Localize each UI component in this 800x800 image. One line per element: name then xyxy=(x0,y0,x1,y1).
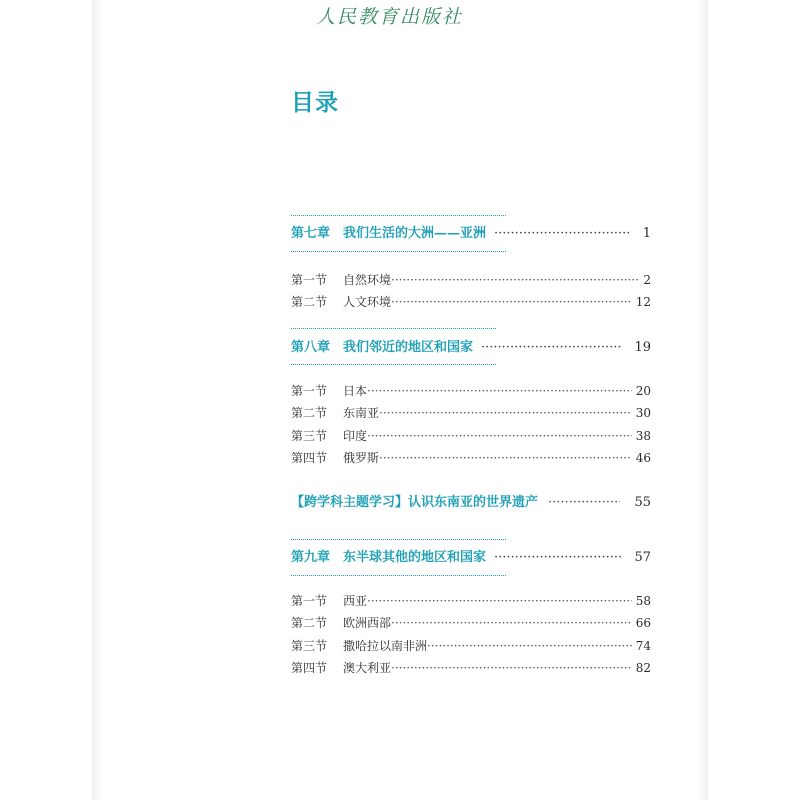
page-number: 12 xyxy=(635,295,651,309)
page-number: 55 xyxy=(634,495,651,510)
topic-tag: 【跨学科主题学习】 xyxy=(291,495,409,510)
leader-dots xyxy=(548,495,620,511)
section-number: 第一节 xyxy=(291,384,328,398)
page-number: 58 xyxy=(635,594,651,608)
toc-special-topic[interactable] xyxy=(291,495,651,511)
page-number: 2 xyxy=(643,273,651,287)
section-title: 东南亚 xyxy=(343,406,380,420)
section-title: 撒哈拉以南非洲 xyxy=(343,639,428,653)
section-number: 第四节 xyxy=(291,451,328,465)
leader-dots xyxy=(494,226,631,242)
page-number: 1 xyxy=(642,226,651,241)
toc-section[interactable] xyxy=(291,660,651,676)
leader-dots xyxy=(367,428,632,444)
toc-section[interactable] xyxy=(291,383,651,399)
leader-dots xyxy=(427,638,632,654)
page-number: 82 xyxy=(635,661,651,675)
chapter-divider xyxy=(291,251,506,252)
section-number: 第一节 xyxy=(291,273,328,287)
toc-section[interactable] xyxy=(291,294,651,310)
section-title: 俄罗斯 xyxy=(343,451,380,465)
page-number: 38 xyxy=(635,429,651,443)
section-title: 澳大利亚 xyxy=(343,661,392,675)
toc-section[interactable] xyxy=(291,405,651,421)
chapter-title: 第七章 我们生活的大洲——亚洲 xyxy=(291,226,487,241)
page-shadow-left xyxy=(92,0,100,800)
chapter-title: 第八章 我们邻近的地区和国家 xyxy=(291,340,474,355)
toc-section[interactable] xyxy=(291,593,651,609)
toc-section[interactable] xyxy=(291,615,651,631)
page-number: 57 xyxy=(634,550,651,565)
section-title: 日本 xyxy=(343,384,368,398)
topic-title: 认识东南亚的世界遗产 xyxy=(408,495,539,510)
leader-dots xyxy=(494,550,622,566)
leader-dots xyxy=(379,450,632,466)
publisher-logo: 人民教育出版社 xyxy=(316,6,464,28)
leader-dots xyxy=(391,660,632,676)
section-title: 自然环境 xyxy=(343,273,392,287)
section-title: 欧洲西部 xyxy=(343,616,392,630)
toc-section[interactable] xyxy=(291,450,651,466)
chapter-divider xyxy=(291,328,496,329)
leader-dots xyxy=(367,383,632,399)
section-title: 印度 xyxy=(343,429,368,443)
page-number: 20 xyxy=(635,384,651,398)
section-title: 西亚 xyxy=(343,594,368,608)
page-number: 30 xyxy=(635,406,651,420)
section-title: 人文环境 xyxy=(343,295,392,309)
section-number: 第二节 xyxy=(291,406,328,420)
toc-chapter-7[interactable] xyxy=(291,226,651,242)
leader-dots xyxy=(391,272,639,288)
section-number: 第三节 xyxy=(291,639,328,653)
toc-section[interactable] xyxy=(291,272,651,288)
toc-chapter-9[interactable] xyxy=(291,550,651,566)
section-number: 第二节 xyxy=(291,295,328,309)
chapter-divider xyxy=(291,539,506,540)
leader-dots xyxy=(481,340,622,356)
toc-chapter-8[interactable] xyxy=(291,340,651,356)
chapter-title: 第九章 东半球其他的地区和国家 xyxy=(291,550,487,565)
page-title: 目录 xyxy=(291,90,339,116)
leader-dots xyxy=(391,294,632,310)
chapter-divider xyxy=(291,364,496,365)
toc-section[interactable] xyxy=(291,638,651,654)
section-number: 第一节 xyxy=(291,594,328,608)
toc-section[interactable] xyxy=(291,428,651,444)
page-shadow-right xyxy=(700,0,708,800)
section-number: 第三节 xyxy=(291,429,328,443)
page-number: 66 xyxy=(635,616,651,630)
section-number: 第二节 xyxy=(291,616,328,630)
page-number: 74 xyxy=(635,639,651,653)
page-number: 46 xyxy=(635,451,651,465)
leader-dots xyxy=(367,593,632,609)
section-number: 第四节 xyxy=(291,661,328,675)
chapter-divider xyxy=(291,575,506,576)
page-number: 19 xyxy=(634,340,651,355)
leader-dots xyxy=(391,615,632,631)
chapter-divider xyxy=(291,215,506,216)
leader-dots xyxy=(379,405,632,421)
